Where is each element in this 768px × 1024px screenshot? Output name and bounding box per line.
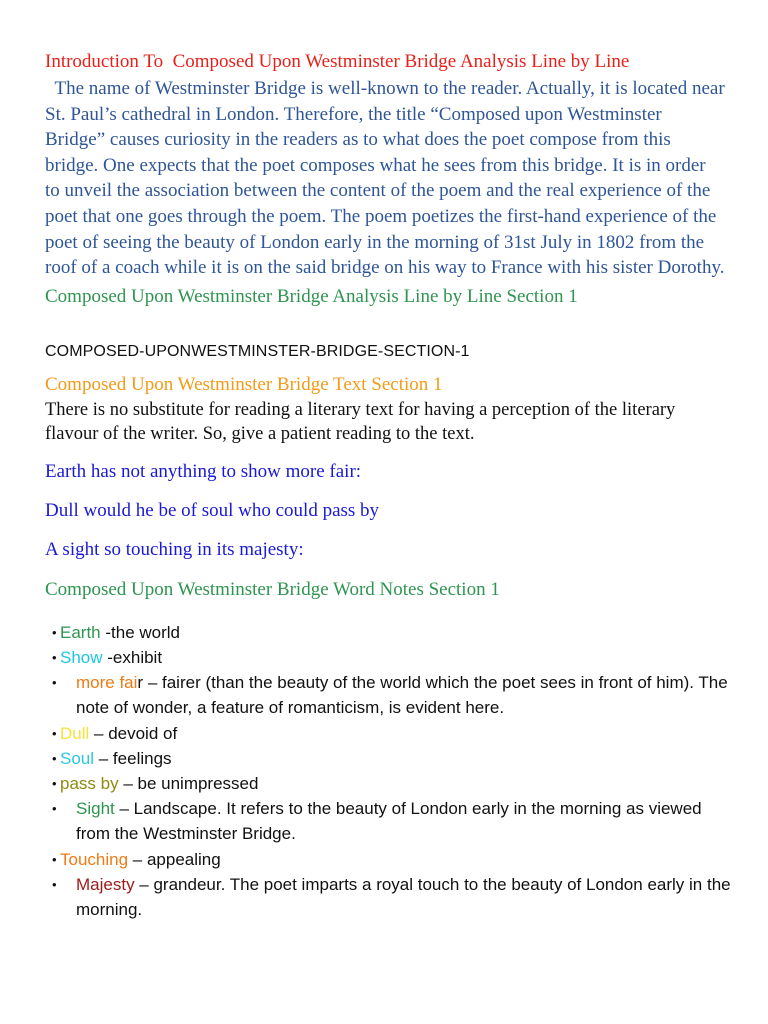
- note-definition: – feelings: [94, 748, 172, 768]
- verse-line-3: A sight so touching in its majesty:: [45, 538, 304, 560]
- note-definition: -exhibit: [102, 647, 163, 667]
- word-notes-heading: Composed Upon Westminster Bridge Word Notes Section 1: [45, 578, 500, 600]
- list-item: [52, 620, 740, 645]
- note-term: Soul: [60, 748, 95, 768]
- note-term: more fai: [76, 673, 138, 693]
- verse-line-1: Earth has not anything to show more fair:: [45, 460, 362, 482]
- intro-paragraph: The name of Westminster Bridge is well-known to the reader. Actually, it is located near St. Paul’s cathedral in London. Therefore, the title “Composed upon Westminster Bridge” causes curiosity in the readers as to what does the poet compose from this bridge. One expects that the poet composes what he sees from this bridge. It is in order to unveil the association between the content of the poem and the real experience of the poet that one goes through the poem. The poem poetizes the first-hand experience of the poet of seeing the beauty of London early in the morning of 31st July in 1802 from the roof of a coach while it is on the said bridge on his way to France with his sister Dorothy.: [45, 78, 730, 279]
- bullet-icon: •: [52, 624, 57, 640]
- text-heading: Composed Upon Westminster Bridge Text Section 1: [45, 373, 443, 395]
- list-item: [52, 746, 740, 771]
- bullet-icon: •: [52, 675, 57, 691]
- document-page: [45, 48, 731, 922]
- note-term: Touching: [60, 849, 129, 869]
- note-term: pass by: [60, 773, 119, 793]
- bullet-icon: •: [52, 775, 57, 791]
- list-item: [52, 670, 740, 720]
- note-term: Sight: [76, 799, 115, 819]
- note-definition: – Landscape. It refers to the beauty of London early in the morning as viewed from the Westminster Bridge.: [76, 799, 702, 844]
- bullet-icon: •: [52, 851, 57, 867]
- list-item: [52, 796, 740, 846]
- list-item: [52, 721, 740, 746]
- reading-note: There is no substitute for reading a literary text for having a perception of the literary flavour of the writer. So, give a patient reading to the text.: [45, 399, 676, 444]
- list-item: [52, 847, 740, 872]
- note-definition: – appealing: [128, 849, 221, 869]
- note-term-suffix: r: [137, 673, 144, 693]
- list-item: [52, 872, 740, 922]
- bullet-icon: •: [52, 876, 57, 892]
- bullet-icon: •: [52, 801, 57, 817]
- list-item: [52, 645, 740, 670]
- note-definition: -the world: [100, 622, 181, 642]
- intro-heading: Introduction To Composed Upon Westminster Bridge Analysis Line by Line: [45, 51, 630, 72]
- note-definition: – be unimpressed: [118, 773, 259, 793]
- list-item: [52, 771, 740, 796]
- analysis-heading: Composed Upon Westminster Bridge Analysis Line by Line Section 1: [45, 285, 578, 307]
- bullet-icon: •: [52, 750, 57, 766]
- verse-line-2: Dull would he be of soul who could pass by: [45, 499, 380, 521]
- note-term: Earth: [60, 622, 101, 642]
- word-notes-list: [45, 620, 740, 922]
- note-definition: – grandeur. The poet imparts a royal touch to the beauty of London early in the morning.: [76, 874, 731, 919]
- bullet-icon: •: [52, 649, 57, 665]
- note-definition: – devoid of: [89, 723, 178, 743]
- note-term: Show: [60, 647, 103, 667]
- section-label: COMPOSED-UPONWESTMINSTER-BRIDGE-SECTION-1: [45, 342, 470, 360]
- note-term: Majesty: [76, 874, 135, 894]
- bullet-icon: •: [52, 725, 57, 741]
- note-definition: – fairer (than the beauty of the world which the poet sees in front of him). The note of wonder, a feature of romanticism, is evident here.: [76, 673, 728, 718]
- note-term: Dull: [60, 723, 90, 743]
